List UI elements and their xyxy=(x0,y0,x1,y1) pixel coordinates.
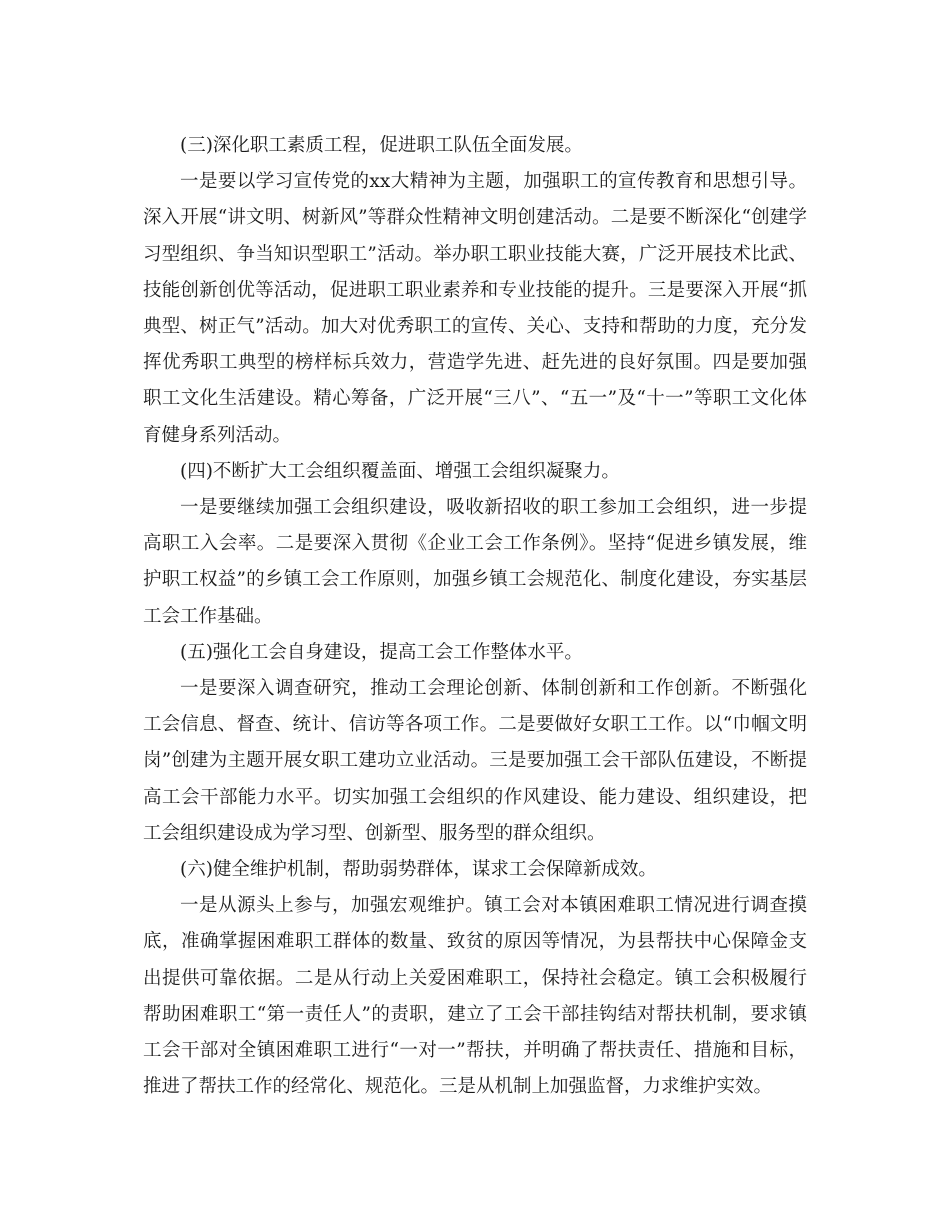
section-heading-6: (六)健全维护机制，帮助弱势群体，谋求工会保障新成效。 xyxy=(180,859,657,881)
body-paragraph: 一是要以学习宣传党的xx大精神为主题，加强职工的宣传教育和思想引导。深入开展“讲文明、树新风”等群众性精神文明创建活动。二是要不断深化“创建学习型组织、争当知识型职工”活动。举办职工职业技能大赛，广泛开展技术比武、技能创新创优等活动，促进职工职业素养和专业技能的提升。三是要深入开展“抓典型、树正气”活动。加大对优秀职工的宣传、关心、支持和帮助的力度，充分发挥优秀职工典型的榜样标兵效力，营造学先进、赶先进的良好氛围。四是要加强职工文化生活建设。精心筹备，广泛开展“三八”、“五一”及“十一”等职工文化体育健身系列活动。 xyxy=(143,171,807,446)
body-paragraph: 一是要深入调查研究，推动工会理论创新、体制创新和工作创新。不断强化工会信息、督查、统计、信访等各项工作。二是要做好女职工工作。以“巾帼文明岗”创建为主题开展女职工建功立业活动。三是要加强工会干部队伍建设，不断提高工会干部能力水平。切实加强工会组织的作风建设、能力建设、组织建设，把工会组织建设成为学习型、创新型、服务型的群众组织。 xyxy=(143,678,807,844)
section-heading-3: (三)深化职工素质工程，促进职工队伍全面发展。 xyxy=(180,135,583,156)
body-paragraph: 一是要继续加强工会组织建设，吸收新招收的职工参加工会组织，进一步提高职工入会率。二是要深入贯彻《企业工会工作条例》。坚持“促进乡镇发展，维护职工权益”的乡镇工会工作原则，加强乡镇工会规范化、制度化建设，夯实基层工会工作基础。 xyxy=(143,497,807,627)
section-heading-4: (四)不断扩大工会组织覆盖面、增强工会组织凝聚力。 xyxy=(180,460,620,482)
document-body xyxy=(143,128,807,1105)
section-heading-5: (五)强化工会自身建设，提高工会工作整体水平。 xyxy=(180,641,583,663)
body-paragraph: 一是从源头上参与，加强宏观维护。镇工会对本镇困难职工情况进行调查摸底，准确掌握困难职工群体的数量、致贫的原因等情况，为县帮扶中心保障金支出提供可靠依据。二是从行动上关爱困难职工，保持社会稳定。镇工会积极履行帮助困难职工“第一责任人”的责职，建立了工会干部挂钩结对帮扶机制，要求镇工会干部对全镇困难职工进行“一对一”帮扶，并明确了帮扶责任、措施和目标，推进了帮扶工作的经常化、规范化。三是从机制上加强监督，力求维护实效。 xyxy=(143,895,807,1098)
